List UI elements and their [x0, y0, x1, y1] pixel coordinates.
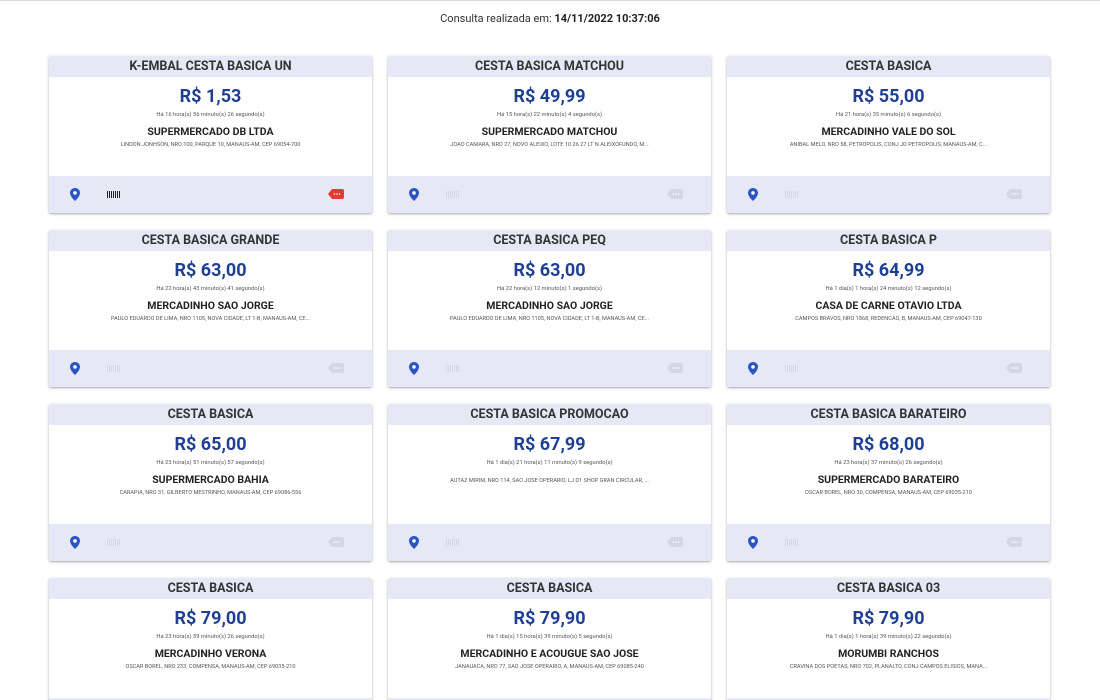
card-body — [727, 425, 1050, 524]
store-address: LINDON JONHSON, NRO 100, PARQUE 10, MANAUS-AM, CEP 69054-700 — [120, 142, 301, 148]
product-price: R$ 79,90 — [513, 608, 586, 629]
store-name: MERCADINHO SAO JORGE — [147, 300, 274, 312]
product-card[interactable] — [727, 230, 1050, 387]
product-price: R$ 79,00 — [174, 608, 247, 629]
card-body — [49, 599, 372, 698]
price-tag-icon[interactable] — [667, 363, 683, 373]
product-title: CESTA BASICA — [49, 404, 372, 425]
price-tag-icon[interactable] — [328, 537, 344, 547]
card-body — [727, 77, 1050, 176]
card-body — [727, 251, 1050, 350]
product-card[interactable] — [49, 578, 372, 700]
product-price: R$ 65,00 — [174, 434, 247, 455]
store-name: MERCADINHO SAO JORGE — [486, 300, 613, 312]
product-price: R$ 68,00 — [852, 434, 925, 455]
store-address: JOAO CAMARA, NRO 27, NOVO ALEIXO, LOTE 10 26 27 LT N.ALEIXOFUNDO, M... — [450, 142, 649, 148]
card-body — [727, 599, 1050, 698]
store-address: AUTAZ MIRIM, NRO 114, SAO JOSE OPERARIO, LJ D1 SHOP GRAN CIRCULAR, ... — [450, 478, 649, 484]
price-tag-icon[interactable] — [328, 363, 344, 373]
product-price: R$ 49,99 — [513, 86, 586, 107]
card-body — [49, 77, 372, 176]
price-tag-icon[interactable] — [1006, 363, 1022, 373]
card-footer — [388, 176, 711, 213]
store-address: ANIBAL MELO, NRO 58, PETROPOLIS, CONJ JD PETROPOLIS, MANAUS-AM, C... — [789, 142, 988, 148]
product-card[interactable] — [49, 230, 372, 387]
store-address: CRAVINA DOS POETAS, NRO 702, PLANALTO, CONJ CAMPOS ELISIOS, MANA... — [789, 664, 988, 670]
card-footer — [388, 350, 711, 387]
time-ago: Há 22 hora(s) 43 minuto(s) 41 segundo(s) — [156, 286, 265, 292]
top-divider — [0, 0, 1100, 1]
product-title: CESTA BASICA GRANDE — [49, 230, 372, 251]
store-name: CASA DE CARNE OTAVIO LTDA — [815, 300, 962, 312]
product-card[interactable] — [727, 56, 1050, 213]
card-body — [388, 425, 711, 524]
store-address: OSCAR BOREL, NRO 30, COMPENSA, MANAUS-AM, CEP 69035-210 — [805, 490, 972, 496]
map-pin-icon[interactable] — [70, 188, 80, 201]
card-body — [388, 599, 711, 698]
product-card[interactable] — [388, 56, 711, 213]
barcode-icon[interactable] — [785, 191, 798, 198]
store-name: MERCADINHO E ACOUGUE SAO JOSE — [460, 648, 639, 660]
product-card[interactable] — [727, 578, 1050, 700]
consulta-label: Consulta realizada em: — [440, 12, 552, 25]
product-card[interactable] — [727, 404, 1050, 561]
product-title: CESTA BASICA — [388, 578, 711, 599]
store-name: SUPERMERCADO DB LTDA — [147, 126, 274, 138]
product-card[interactable] — [388, 404, 711, 561]
store-address: JANAUACA, NRO 77, SAO JOSE OPERARIO, A, MANAUS-AM, CEP 69085-240 — [455, 664, 644, 670]
product-title: K-EMBAL CESTA BASICA UN — [49, 56, 372, 77]
price-tag-icon[interactable] — [328, 189, 344, 199]
product-price: R$ 63,00 — [174, 260, 247, 281]
map-pin-icon[interactable] — [748, 362, 758, 375]
map-pin-icon[interactable] — [70, 362, 80, 375]
time-ago: Há 1 dia(s) 1 hora(s) 39 minuto(s) 22 segundo(s) — [825, 634, 952, 640]
product-title: CESTA BASICA PROMOCAO — [388, 404, 711, 425]
price-tag-icon[interactable] — [667, 537, 683, 547]
store-address: CARAPIA, NRO 31, GILBERTO MESTRINHO, MANAUS-AM, CEP 69086-556 — [119, 490, 302, 496]
barcode-icon[interactable] — [446, 365, 459, 372]
store-address: PAULO EDUARDO DE LIMA, NRO 1105, NOVA CIDADE, LT 1-B, MANAUS-AM, CE... — [111, 316, 310, 322]
product-price: R$ 67,99 — [513, 434, 586, 455]
store-name: SUPERMERCADO MATCHOU — [481, 126, 618, 138]
price-tag-icon[interactable] — [1006, 189, 1022, 199]
store-name: SUPERMERCADO BAHIA — [152, 474, 269, 486]
time-ago: Há 1 dia(s) 21 hora(s) 11 minuto(s) 9 segundo(s) — [486, 460, 613, 466]
map-pin-icon[interactable] — [748, 188, 758, 201]
time-ago: Há 22 hora(s) 12 minuto(s) 1 segundo(s) — [496, 286, 603, 292]
barcode-icon[interactable] — [785, 539, 798, 546]
product-price: R$ 64,99 — [852, 260, 925, 281]
barcode-icon[interactable] — [446, 539, 459, 546]
card-body — [388, 77, 711, 176]
product-card[interactable] — [388, 578, 711, 700]
store-address: OSCAR BOREL, NRO 233, COMPENSA, MANAUS-AM, CEP 69035-210 — [125, 664, 296, 670]
store-name: SUPERMERCADO BARATEIRO — [817, 474, 960, 486]
map-pin-icon[interactable] — [409, 362, 419, 375]
barcode-icon[interactable] — [785, 365, 798, 372]
card-footer — [727, 350, 1050, 387]
time-ago: Há 21 hora(s) 35 minuto(s) 6 segundo(s) — [835, 112, 942, 118]
time-ago: Há 1 dia(s) 1 hora(s) 24 minuto(s) 12 segundo(s) — [825, 286, 952, 292]
product-card[interactable] — [49, 404, 372, 561]
barcode-icon[interactable] — [107, 539, 120, 546]
store-name: MERCADINHO VERONA — [154, 648, 267, 660]
map-pin-icon[interactable] — [748, 536, 758, 549]
card-footer — [727, 524, 1050, 561]
product-title: CESTA BASICA P — [727, 230, 1050, 251]
card-body — [388, 251, 711, 350]
time-ago: Há 1 dia(s) 15 hora(s) 39 minuto(s) 5 segundo(s) — [486, 634, 613, 640]
product-price: R$ 63,00 — [513, 260, 586, 281]
product-card[interactable] — [388, 230, 711, 387]
map-pin-icon[interactable] — [409, 536, 419, 549]
card-footer — [49, 350, 372, 387]
map-pin-icon[interactable] — [409, 188, 419, 201]
product-title: CESTA BASICA — [727, 56, 1050, 77]
time-ago: Há 16 hora(s) 56 minuto(s) 26 segundo(s) — [156, 112, 265, 118]
product-card[interactable] — [49, 56, 372, 213]
consulta-info — [0, 12, 1100, 25]
results-grid — [49, 56, 1050, 700]
barcode-icon[interactable] — [107, 191, 120, 198]
store-address: CAMPOS BRAVOS, NRO 1868, REDENCAO, B, MANAUS-AM, CEP 69047-130 — [795, 316, 982, 322]
product-price: R$ 55,00 — [852, 86, 925, 107]
card-body — [49, 425, 372, 524]
product-price: R$ 79,90 — [852, 608, 925, 629]
barcode-icon[interactable] — [107, 365, 120, 372]
card-body — [49, 251, 372, 350]
card-footer — [388, 524, 711, 561]
barcode-icon[interactable] — [446, 191, 459, 198]
card-footer — [727, 176, 1050, 213]
time-ago: Há 23 hora(s) 51 minuto(s) 57 segundo(s) — [156, 460, 265, 466]
product-title: CESTA BASICA PEQ — [388, 230, 711, 251]
store-name: MERCADINHO VALE DO SOL — [821, 126, 956, 138]
consulta-datetime: 14/11/2022 10:37:06 — [554, 12, 660, 25]
price-tag-icon[interactable] — [667, 189, 683, 199]
store-address: PAULO EDUARDO DE LIMA, NRO 1105, NOVA CIDADE, LT 1-B, MANAUS-AM, CE... — [450, 316, 649, 322]
product-title: CESTA BASICA — [49, 578, 372, 599]
product-price: R$ 1,53 — [179, 86, 242, 107]
map-pin-icon[interactable] — [70, 536, 80, 549]
store-name: MORUMBI RANCHOS — [838, 648, 939, 660]
product-title: CESTA BASICA MATCHOU — [388, 56, 711, 77]
product-title: CESTA BASICA BARATEIRO — [727, 404, 1050, 425]
product-title: CESTA BASICA 03 — [727, 578, 1050, 599]
time-ago: Há 23 hora(s) 37 minuto(s) 26 segundo(s) — [834, 460, 943, 466]
time-ago: Há 23 hora(s) 59 minuto(s) 26 segundo(s) — [156, 634, 265, 640]
card-footer — [49, 176, 372, 213]
time-ago: Há 15 hora(s) 22 minuto(s) 4 segundo(s) — [496, 112, 603, 118]
card-footer — [49, 524, 372, 561]
price-tag-icon[interactable] — [1006, 537, 1022, 547]
